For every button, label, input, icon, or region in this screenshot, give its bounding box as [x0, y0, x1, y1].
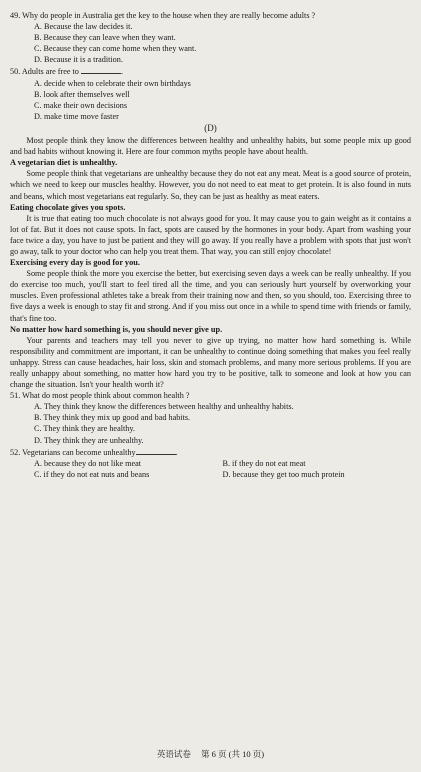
- question-52-option-b: B. if they do not eat meat: [222, 458, 306, 468]
- question-50-option-b: B. look after themselves well: [34, 89, 130, 99]
- question-52-stem-text: 52. Vegetarians can become unhealthy: [10, 447, 136, 457]
- question-49-option-a: A. Because the law decides it.: [34, 22, 133, 32]
- question-51: [10, 390, 411, 445]
- question-49: [10, 10, 411, 65]
- question-51-option-b: B. They think they mix up good and bad habits.: [34, 413, 191, 423]
- question-50-stem-text: 50. Adults are free to: [10, 67, 79, 77]
- question-51-option-a: A. They think they know the differences between healthy and unhealthy habits.: [34, 402, 294, 412]
- question-50-option-d: D. make time move faster: [34, 111, 119, 121]
- question-49-option-d: D. Because it is a tradition.: [34, 55, 123, 65]
- question-51-option-d: D. They think they are unhealthy.: [34, 435, 144, 445]
- question-52-stem-end: .: [175, 447, 178, 457]
- question-50: [10, 65, 411, 121]
- answer-blank: [81, 65, 123, 77]
- myth-heading-3: Exercising every day is good for you.: [10, 258, 140, 268]
- question-49-option-b: B. Because they can leave when they want.: [34, 33, 176, 43]
- footer-subject: 英语试卷: [156, 748, 191, 759]
- question-52-options-row-2: [10, 469, 411, 480]
- myth-text-2: It is true that eating too much chocolate is not always good for you. It may cause you to gain weight as it contains a lot of fat. But it does not cause spots. In fact, spots are caused by the hormones in your body. Apart from washing your face twice a day, you have to just be patient and they will go away. If you really have a problem with spots that just won't go away, talk to your doctor who can help you treat them. That way, you can still enjoy chocolate!: [10, 213, 411, 256]
- answer-blank: [136, 446, 176, 455]
- question-52-option-d: D. because they get too much protein: [222, 469, 345, 479]
- page-footer: [0, 749, 421, 760]
- question-52-option-a: A. because they do not like meat: [34, 458, 142, 468]
- question-50-stem-end: .: [120, 67, 123, 77]
- question-49-stem: 49. Why do people in Australia get the key to the house when they are really become adults ?: [10, 11, 316, 20]
- passage-intro: Most people think they know the differences between healthy and unhealthy habits, but some people mix up good and bad habits without knowing it. Here are four common myths people have about health.: [10, 136, 411, 157]
- question-50-option-c: C. make their own decisions: [34, 100, 128, 110]
- question-52: [10, 446, 411, 480]
- question-51-option-c: C. They think they are healthy.: [34, 424, 135, 434]
- myth-text-1: Some people think that vegetarians are unhealthy because they do not eat any meat. Meat is a good source of protein, which we need to keep our muscles healthy. However, you do not need to eat meat to get protein. It is also found in nuts and beans, which most vegetarians eat regularly. So, they can be just as healthy as meat eaters.: [10, 169, 411, 201]
- myth-text-4: Your parents and teachers may tell you never to give up trying, no matter how hard something is. While responsibility and commitment are important, it can be unhealthy to continue doing something that makes you feel really unhappy. Stress can cause headaches, hair loss, skin and stomach problems, and many more serious problems. If you are really unhappy about something, no matter how hard you try to be positive, talk to someone and look at how you can change the situation. Isn't your health worth it?: [10, 335, 411, 390]
- question-50-option-a: A. decide when to celebrate their own birthdays: [34, 78, 191, 88]
- question-52-options-row-1: [10, 458, 411, 469]
- myth-heading-2: Eating chocolate gives you spots.: [10, 202, 126, 212]
- myth-heading-4: No matter how hard something is, you should never give up.: [10, 324, 223, 334]
- myth-text-3: Some people think the more you exercise the better, but exercising seven days a week can be really unhealthy. If you do exercise too much, you'll start to feel tired all the time, and you can seriously hurt yourself by overworking your muscles. Even professional athletes take a break from their training now and then, so you should, too. Exercising three to five days a week is enough to stay fit and strong. And if you miss out once in a while to spend time with friends or family, that's fine too.: [10, 269, 411, 323]
- question-52-option-c: C. if they do not eat nuts and beans: [34, 469, 150, 479]
- section-label: (D): [204, 122, 217, 133]
- question-49-option-c: C. Because they can come home when they want.: [34, 44, 197, 54]
- footer-page-number: 第 6 页 (共 10 页): [201, 748, 265, 759]
- question-52-stem: [10, 446, 411, 458]
- question-50-stem: [10, 65, 411, 77]
- question-51-stem: 51. What do most people think about common health ?: [10, 391, 190, 401]
- myth-heading-1: A vegetarian diet is unhealthy.: [10, 158, 118, 168]
